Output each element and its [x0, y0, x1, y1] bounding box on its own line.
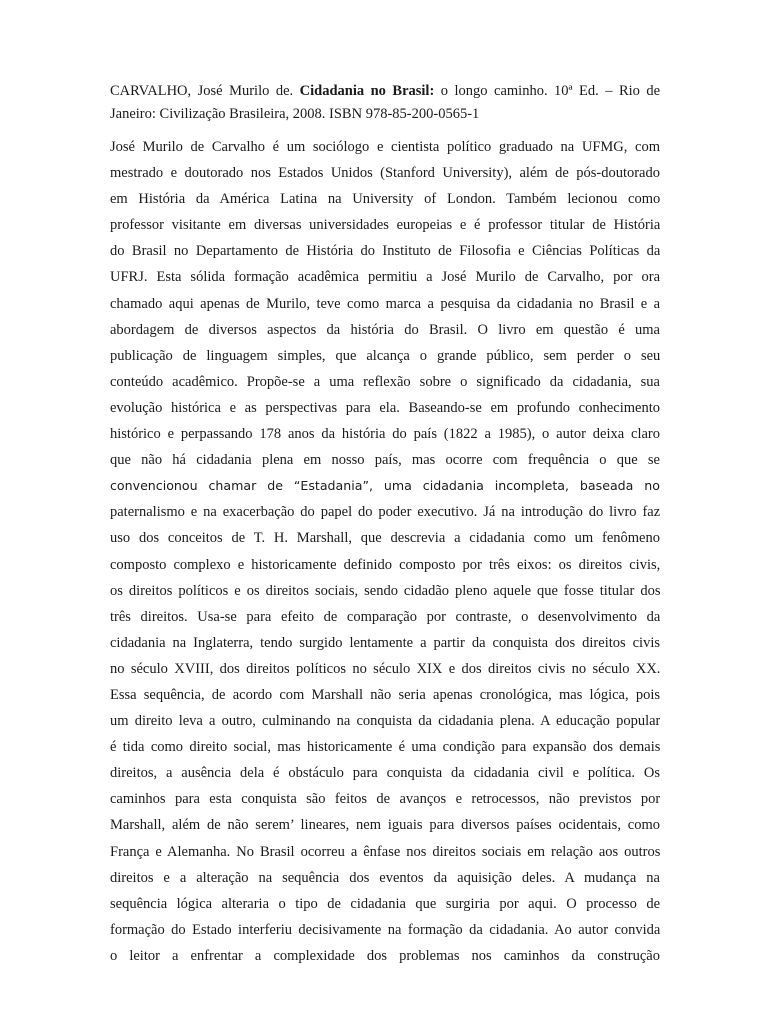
bibliographic-reference	[110, 80, 660, 126]
paragraph-line: o leitor a enfrentar a complexidade dos problemas nos caminhos da construção	[110, 947, 660, 964]
paragraph-line: histórico e perpassando 178 anos da história do país (1822 a 1985), o autor deixa claro	[110, 426, 660, 443]
paragraph-line: publicação de linguagem simples, que alcança o grande público, sem perder o seu	[110, 347, 660, 364]
paragraph-line: um direito leva a outro, culminando na conquista da cidadania plena. A educação popular	[110, 713, 660, 730]
paragraph-line: é tida como direito social, mas historicamente é uma condição para expansão dos demais	[110, 739, 660, 756]
paragraph-line: formação do Estado interferiu decisivamente na formação da cidadania. Ao autor convida	[110, 921, 660, 938]
paragraph-line: direitos, a ausência dela é obstáculo para conquista da cidadania civil e política. Os	[110, 765, 660, 782]
paragraph-line: abordagem de diversos aspectos da história do Brasil. O livro em questão é uma	[110, 321, 660, 338]
paragraph-line: Essa sequência, de acordo com Marshall não seria apenas cronológica, mas lógica, pois	[110, 686, 660, 703]
review-paragraph	[110, 134, 660, 969]
reference-author: CARVALHO, José Murilo de.	[110, 83, 300, 99]
paragraph-line: caminhos para esta conquista são feitos de avanços e retrocessos, não previstos por	[110, 791, 660, 808]
paragraph-line: direitos e a alteração na sequência dos eventos da aquisição deles. A mudança na	[110, 869, 660, 886]
paragraph-line: em História da América Latina na University of London. Também lecionou como	[110, 191, 660, 208]
paragraph-line: conteúdo acadêmico. Propõe-se a uma reflexão sobre o significado da cidadania, sua	[110, 373, 660, 390]
paragraph-line: UFRJ. Esta sólida formação acadêmica permitiu a José Murilo de Carvalho, por ora	[110, 269, 660, 286]
paragraph-line: Marshall, além de não serem’ lineares, nem iguais para diversos países ocidentais, como	[110, 817, 660, 834]
paragraph-line: que não há cidadania plena em nosso país, mas ocorre com frequência o que se	[110, 452, 660, 469]
paragraph-line: do Brasil no Departamento de História do Instituto de Filosofia e Ciências Políticas da	[110, 243, 660, 260]
paragraph-line: no século XVIII, dos direitos políticos no século XIX e dos direitos civis no século XX.	[110, 660, 660, 677]
paragraph-line: três direitos. Usa-se para efeito de comparação por contraste, o desenvolvimento da	[110, 608, 660, 625]
paragraph-line: os direitos políticos e os direitos sociais, sendo cidadão pleno aquele que fosse titular dos	[110, 582, 660, 599]
paragraph-line: paternalismo e na exacerbação do papel do poder executivo. Já na introdução do livro faz	[110, 504, 660, 521]
paragraph-line: uso dos conceitos de T. H. Marshall, que descrevia a cidadania como um fenômeno	[110, 530, 660, 547]
paragraph-line: composto complexo e historicamente definido composto por três eixos: os direitos civis,	[110, 556, 660, 573]
paragraph-line: mestrado e doutorado nos Estados Unidos (Stanford University), além de pós-doutorado	[110, 165, 660, 182]
paragraph-line: professor visitante em diversas universidades europeias e é professor titular de História	[110, 217, 660, 234]
reference-subtitle-edition: o longo caminho. 10ª Ed. – Rio de	[434, 83, 660, 99]
paragraph-line: França e Alemanha. No Brasil ocorreu a ênfase nos direitos sociais em relação aos outros	[110, 843, 660, 860]
reference-title: Cidadania no Brasil:	[299, 83, 435, 99]
paragraph-line: chamado aqui apenas de Murilo, teve como marca a pesquisa da cidadania no Brasil e a	[110, 295, 660, 312]
paragraph-line: José Murilo de Carvalho é um sociólogo e cientista político graduado na UFMG, com	[110, 139, 660, 155]
reference-line-2: Janeiro: Civilização Brasileira, 2008. ISBN 978-85-200-0565-1	[110, 106, 480, 122]
paragraph-line: cidadania na Inglaterra, tendo surgido lentamente a partir da conquista dos direitos civis	[110, 634, 660, 651]
paragraph-line: sequência lógica alteraria o tipo de cidadania que surgiria por aqui. O processo de	[110, 895, 660, 912]
paragraph-line: evolução histórica e as perspectivas para ela. Baseando-se em profundo conhecimento	[110, 399, 660, 416]
reference-line-1	[110, 80, 660, 103]
paragraph-line: convencionou chamar de “Estadania”, uma cidadania incompleta, baseada no	[110, 478, 660, 494]
